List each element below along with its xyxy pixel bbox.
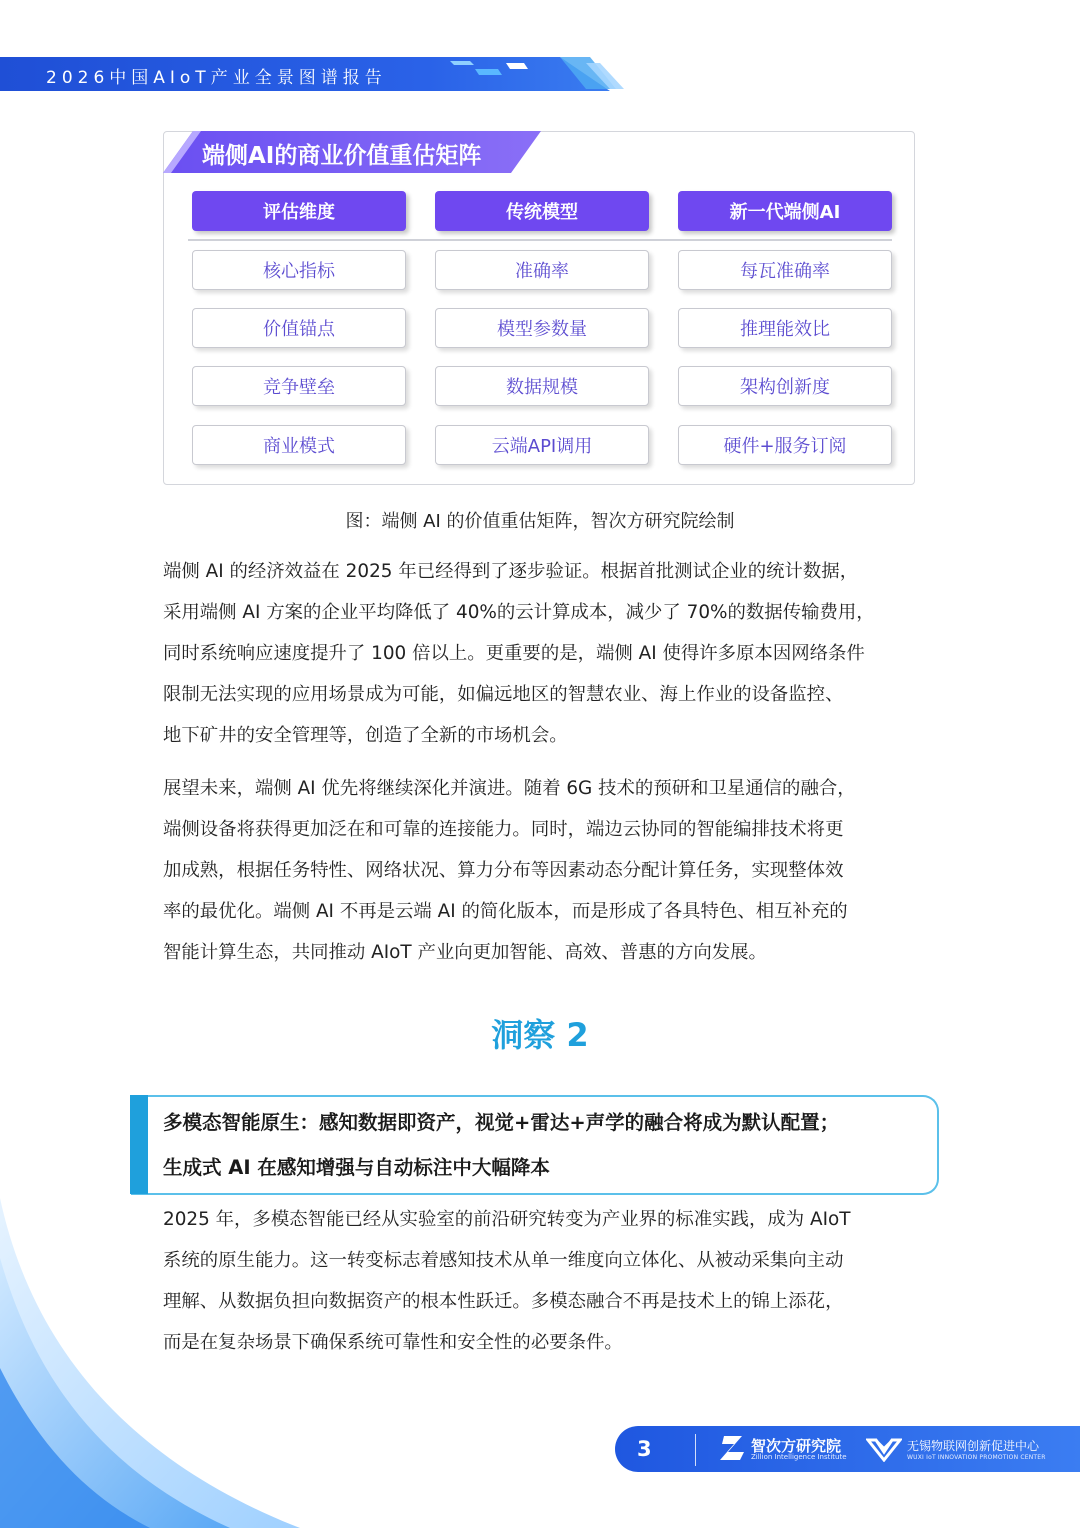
matrix-cell: 数据规模 xyxy=(435,366,649,406)
matrix-header-dimension: 评估维度 xyxy=(192,191,406,231)
header-decoration xyxy=(440,55,630,95)
matrix-cell: 推理能效比 xyxy=(678,308,892,348)
paragraph-line: 加成熟，根据任务特性、网络状况、算力分布等因素动态分配计算任务，实现整体效 xyxy=(163,860,844,881)
paragraph-line: 采用端侧 AI 方案的企业平均降低了 40%的云计算成本，减少了 70%的数据传输费用， xyxy=(163,602,875,623)
paragraph-line: 同时系统响应速度提升了 100 倍以上。更重要的是，端侧 AI 使得许多原本因网络条件 xyxy=(163,643,865,664)
org-name-wuxi: 无锡物联网创新促进中心 xyxy=(907,1439,1040,1453)
matrix-header-divider xyxy=(188,239,892,241)
corner-decoration xyxy=(0,1198,300,1528)
org-subtitle-zillion: Zillion Intelligence Institute xyxy=(751,1453,847,1461)
paragraph-line: 端侧设备将获得更加泛在和可靠的连接能力。同时，端边云协同的智能编排技术将更 xyxy=(163,819,844,840)
zillion-logo-icon xyxy=(718,1432,748,1464)
paragraph-line: 2025 年，多模态智能已经从实验室的前沿研究转变为产业界的标准实践，成为 AIoT xyxy=(163,1209,851,1230)
page-number: 3 xyxy=(637,1437,652,1461)
matrix-cell: 商业模式 xyxy=(192,425,406,465)
paragraph-economic-benefits xyxy=(163,551,919,756)
insight-headline-line1: 多模态智能原生：感知数据即资产，视觉+雷达+声学的融合将成为默认配置； xyxy=(163,1111,840,1134)
insight-headline-line2: 生成式 AI 在感知增强与自动标注中大幅降本 xyxy=(163,1156,550,1179)
paragraph-line: 理解、从数据负担向数据资产的根本性跃迁。多模态融合不再是技术上的锦上添花， xyxy=(163,1291,844,1312)
matrix-cell: 模型参数量 xyxy=(435,308,649,348)
matrix-cell: 每瓦准确率 xyxy=(678,250,892,290)
matrix-cell: 架构创新度 xyxy=(678,366,892,406)
paragraph-outlook xyxy=(163,768,919,973)
insight-callout-bar xyxy=(130,1095,148,1194)
paragraph-line: 智能计算生态，共同推动 AIoT 产业向更加智能、高效、普惠的方向发展。 xyxy=(163,942,767,963)
matrix-cell: 价值锚点 xyxy=(192,308,406,348)
matrix-header-traditional: 传统模型 xyxy=(435,191,649,231)
matrix-cell: 准确率 xyxy=(435,250,649,290)
footer-separator xyxy=(695,1434,696,1466)
paragraph-line: 率的最优化。端侧 AI 不再是云端 AI 的简化版本，而是形成了各具特色、相互补充的 xyxy=(163,901,848,922)
paragraph-line: 展望未来，端侧 AI 优先将继续深化并演进。随着 6G 技术的预研和卫星通信的融合， xyxy=(163,778,856,799)
org-name-zillion: 智次方研究院 xyxy=(751,1437,842,1455)
matrix-cell: 云端API调用 xyxy=(435,425,649,465)
org-subtitle-wuxi: WUXI IoT INNOVATION PROMOTION CENTER xyxy=(907,1454,1046,1461)
paragraph-line: 系统的原生能力。这一转变标志着感知技术从单一维度向立体化、从被动采集向主动 xyxy=(163,1250,844,1271)
matrix-cell: 竞争壁垒 xyxy=(192,366,406,406)
insight-heading: 洞察 2 xyxy=(491,1016,589,1054)
paragraph-line: 端侧 AI 的经济效益在 2025 年已经得到了逐步验证。根据首批测试企业的统计数据， xyxy=(163,561,859,582)
report-title: 2026中国AIoT产业全景图谱报告 xyxy=(46,68,387,88)
wuxi-iot-logo-icon xyxy=(866,1436,902,1462)
paragraph-line: 而是在复杂场景下确保系统可靠性和安全性的必要条件。 xyxy=(163,1332,623,1353)
matrix-cell: 硬件+服务订阅 xyxy=(678,425,892,465)
paragraph-line: 地下矿井的安全管理等，创造了全新的市场机会。 xyxy=(163,725,568,746)
matrix-header-edge-ai: 新一代端侧AI xyxy=(678,191,892,231)
matrix-cell: 核心指标 xyxy=(192,250,406,290)
figure-caption: 图：端侧 AI 的价值重估矩阵，智次方研究院绘制 xyxy=(345,511,735,532)
matrix-title: 端侧AI的商业价值重估矩阵 xyxy=(202,143,482,169)
paragraph-line: 限制无法实现的应用场景成为可能，如偏远地区的智慧农业、海上作业的设备监控、 xyxy=(163,684,844,705)
